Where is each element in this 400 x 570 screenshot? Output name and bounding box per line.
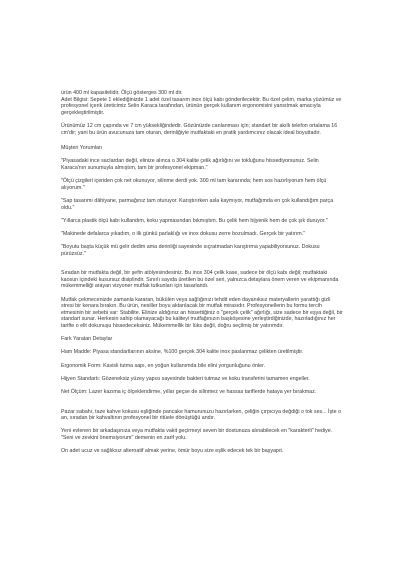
review-item: "Ölçü çizgileri içeriden çok net okunuyor, silinme derdi yok. 300 ml tam kararında; hem sos hazırlıyorum hem ölçü alıyorum.": [61, 178, 327, 191]
closing-paragraph: On adet ucuz ve sağlıksız alternatif almak yerine, ömür boyu size eşlik edecek tek bir başyapıt.: [61, 448, 284, 455]
closing-paragraph: Pazar sabahı, taze kahve kokusu eşliğinde pancake hamurunuzu hazırlarken, çeliğin çırpıcıya değdiği o tok ses... İşte o an, sıradan bir kahvaltının profesyonel bir ritüele dönüştüğü andır.: [61, 408, 342, 422]
capacity-line: ürün 400 ml kapasitelidir. Ölçü gösterges 300 ml dir.: [61, 90, 183, 96]
quantity-info: Adet Bilgisi: Sepete 1 eklediğinizde 1 adet özel tasarım inox ölçü kabı gönderilecektir. Bu özel çelim, marka yüzümüz ve profesyonel içerik üreticimiz Selin Karaca tarafından, ürünün gerçek kullanım ergonomisini yansıtmak amacıyla gerçekleştirilmiştir.: [61, 96, 342, 116]
reviews-heading: Müşteri Yorumları: [61, 145, 103, 152]
story-paragraph: Sıradan bir mutfakta değil, bir şefin atölyesindesiniz. Bu inox 304 çelik kase, sadece bir ölçü kabı değil; mutfaktaki kaosun içindeki kusursuz disiplindir. Sınırlı sayıda üretilen bu özel seri, yalnızca detaylara önem veren ve ekipmanında mükemmelliği arayan vizyoner mutfak tutkunları için tasarlandı.: [61, 270, 339, 290]
review-item: "Boyutu başta küçük mü gelir dedim ama derinliği sayesinde sıçratmadan karıştırma yapabiliyorsunuz. Dokusu pürüzsüz.": [61, 244, 320, 257]
details-heading: Fark Yaratan Detaylar: [61, 336, 113, 343]
document-body: [61, 90, 343, 455]
review-item: "Yıllarca plastik ölçü kabı kullandım, koku yapmasından bıkmıştım. Bu çelik hem hijyenik hem de çok şık duruyor.": [61, 217, 328, 224]
size-info: Ürünümüz 12 cm çapında ve 7 cm yüksekliğindedir. Gözünüzde canlanması için; standart bir akıllı telefon ortalama 16 cm'dir; yani bu ürün avucunuza tam oturan, derinliğiyle mutfaktaki en pratik yardımcınız olacak ideal boyuttadır.: [61, 122, 338, 136]
detail-item: Net Ölçüm: Lazer kazıma iç ölçeklendirme, yıllar geçse de silinmez ve hassas tariflerde hataya yer bırakmaz.: [61, 388, 317, 395]
story-paragraph: Mutfak çekmecenizde zamanla kararan, bükülen veya sağlığınızı tehdit eden dayanıksız materyallerin yarattığı gizli stresi bir kenara bırakın. Bu ürün, nesiller boyu aktarılacak bir mutfak mirasıdır. Profesyonellerin bu formu tercih etmesinin bir sebebi var: Stabilite. Elinize aldığınız an hissettiğiniz o "gerçek çelik" ağırlığı, size sadece bir eşya değil, bir standart sunar. Herkesin sahip olamayacağı bu kaliteyi mutfağınızın başköşesine yerleştirdiğinizde, hazırladığınız her tarifte o elit dokunuşu hissedeceksiniz. Mükemmellik bir lüks değil, doğru seçilmiş bir yatırımdır.: [61, 296, 343, 329]
review-item: "Piyasadaki ince saclardan değil, elinize alınca o 304 kalite çelik ağırlığını ve tokluğunu hissediyorsunuz. Selin Karaca'nın sunumuyla almıştım, tam bir profesyonel ekipman.": [61, 158, 319, 171]
detail-item: Ham Madde: Piyasa standartlarının aksine, %100 gerçek 304 kalite inox paslanmaz çelikten üretilmiştir.: [61, 349, 304, 356]
closing-paragraph: Yeni evlenen bir arkadaşınıza veya mutfakta vakit geçirmeyi seven bir dostunuza alınabilecek en "karakterli" hediye. "Seni ve zevkini önemsiyorum" demenin en zarif yolu.: [61, 428, 333, 441]
detail-item: Hijyen Standartı: Gözeneksiz yüzey yapısı sayesinde bakteri tutmaz ve koku transferini tamamen engeller.: [61, 375, 310, 382]
review-item: "Makinede defalarca yıkadım, o ilk günkü parlaklığı ve inox dokusu zerre bozulmadı. Gerçek bir yatırım.": [61, 230, 305, 237]
detail-item: Ergonomik Form: Kavisli tutma sapı, en yoğun kullanımda bile elini yorgunluğunu önler.: [61, 362, 266, 369]
review-item: "Sap tasarımı dâhiyane, parmağınız tam oturuyor. Karıştırırken asla kaymıyor, mutfağımda en çok kullandığım parça oldu.": [61, 197, 334, 211]
